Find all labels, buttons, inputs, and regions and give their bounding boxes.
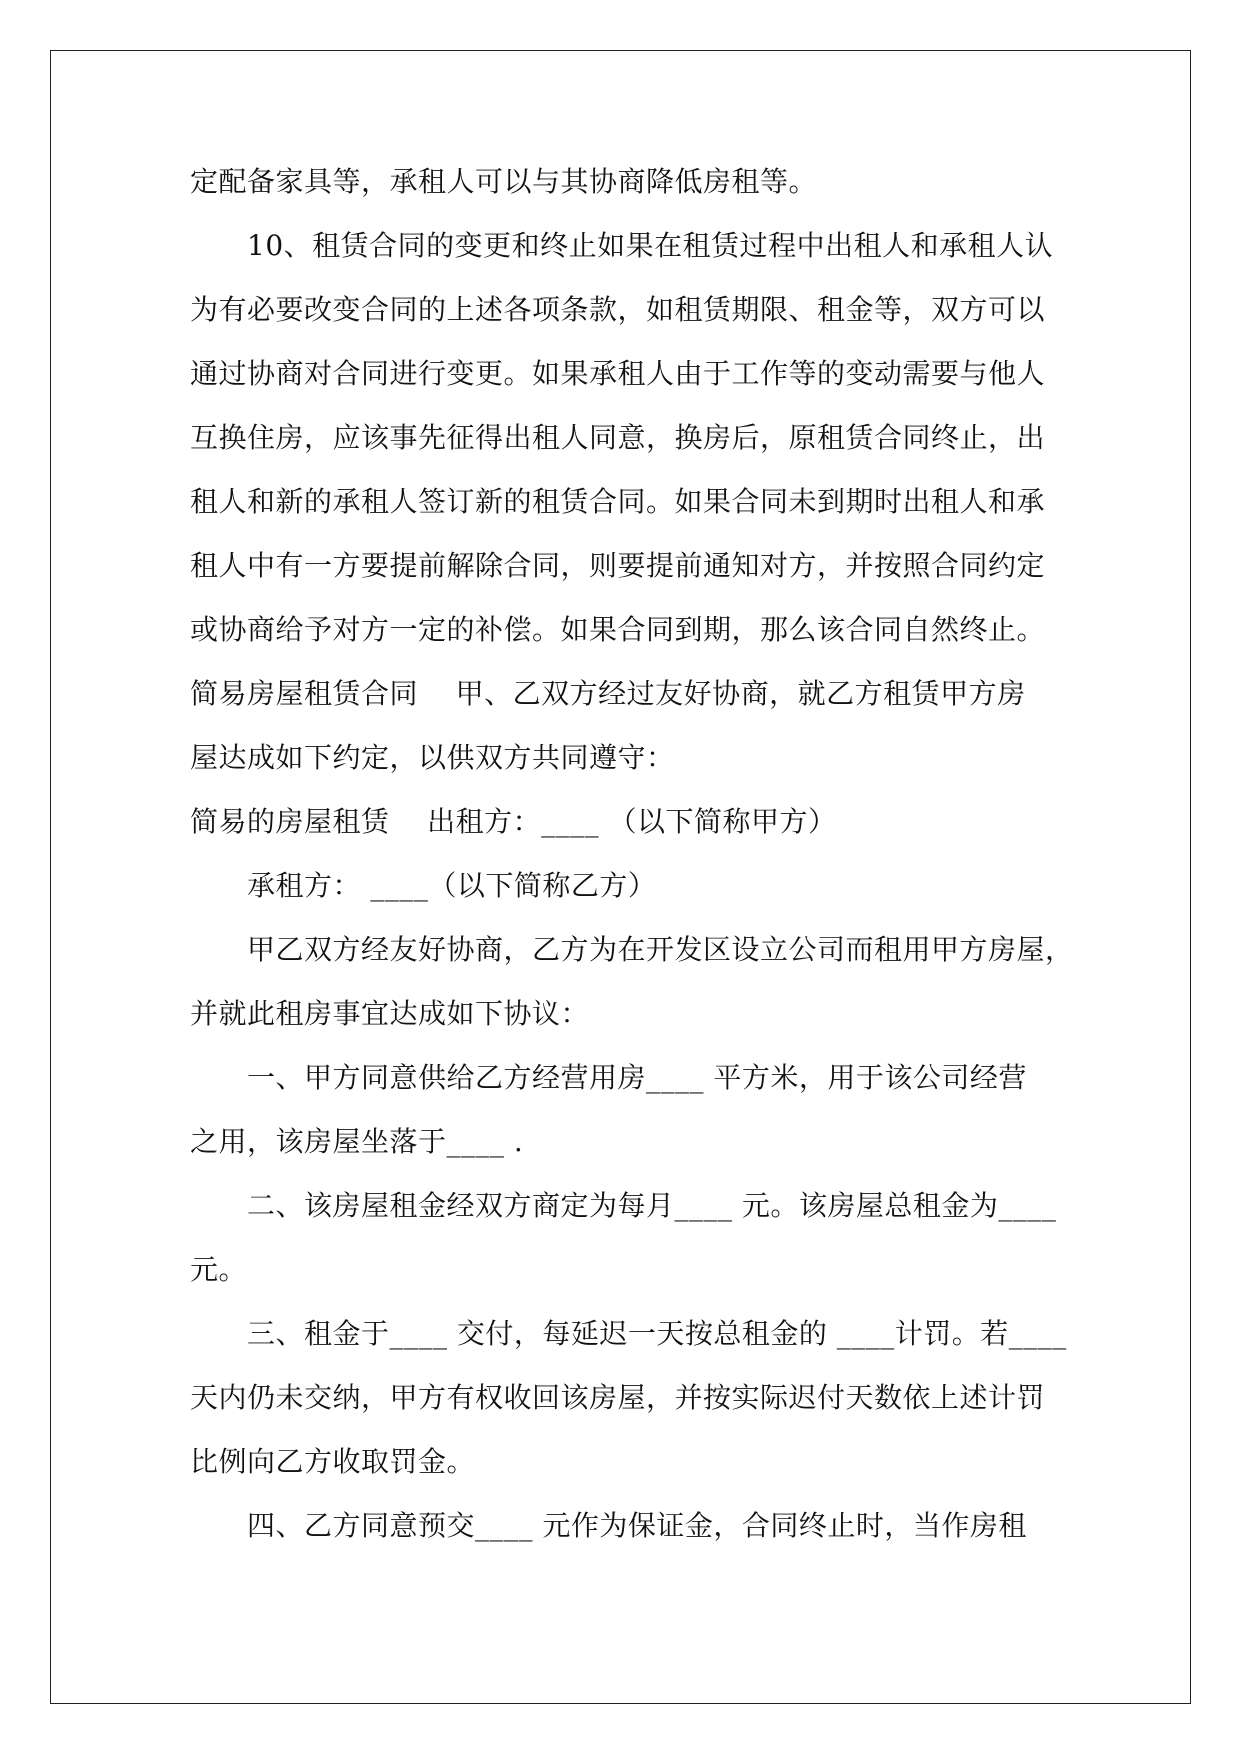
text-line: 三、租金于____ 交付，每延迟一天按总租金的 ____计罚。若____: [247, 1317, 1067, 1350]
text-line: 之用，该房屋坐落于____ .: [190, 1125, 524, 1158]
text-line: 简易房屋租赁合同 甲、乙双方经过友好协商，就乙方租赁甲方房: [190, 677, 1026, 710]
text-line: 元。: [190, 1253, 248, 1286]
text-line: 并就此租房事宜达成如下协议：: [190, 997, 590, 1030]
text-line: 定配备家具等，承租人可以与其协商降低房租等。: [190, 165, 818, 198]
text-line: 比例向乙方收取罚金。: [190, 1445, 476, 1478]
text-line: 二、该房屋租金经双方商定为每月____ 元。该房屋总租金为____: [247, 1189, 1057, 1222]
text-line: 通过协商对合同进行变更。如果承租人由于工作等的变动需要与他人: [190, 357, 1046, 390]
text-line: 租人和新的承租人签订新的租赁合同。如果合同未到期时出租人和承: [190, 485, 1046, 518]
text-line: 天内仍未交纳，甲方有权收回该房屋，并按实际迟付天数依上述计罚: [190, 1381, 1046, 1414]
text-line: 为有必要改变合同的上述各项条款，如租赁期限、租金等，双方可以: [190, 293, 1046, 326]
text-line: 甲乙双方经友好协商，乙方为在开发区设立公司而租用甲方房屋，: [247, 933, 1074, 966]
text-line: 一、甲方同意供给乙方经营用房____ 平方米，用于该公司经营: [247, 1061, 1027, 1094]
text-line: 租人中有一方要提前解除合同，则要提前通知对方，并按照合同约定: [190, 549, 1046, 582]
text-line: 承租方： ____（以下简称乙方）: [247, 869, 657, 902]
text-line: 互换住房，应该事先征得出租人同意，换房后，原租赁合同终止，出: [190, 421, 1046, 454]
text-line: 或协商给予对方一定的补偿。如果合同到期，那么该合同自然终止。: [190, 613, 1046, 646]
text-line: 四、乙方同意预交____ 元作为保证金，合同终止时，当作房租: [247, 1509, 1027, 1542]
text-line: 10、租赁合同的变更和终止如果在租赁过程中出租人和承租人认: [247, 229, 1054, 262]
text-line: 屋达成如下约定，以供双方共同遵守：: [190, 741, 675, 774]
text-line: 简易的房屋租赁 出租方：____ （以下简称甲方）: [190, 805, 837, 838]
